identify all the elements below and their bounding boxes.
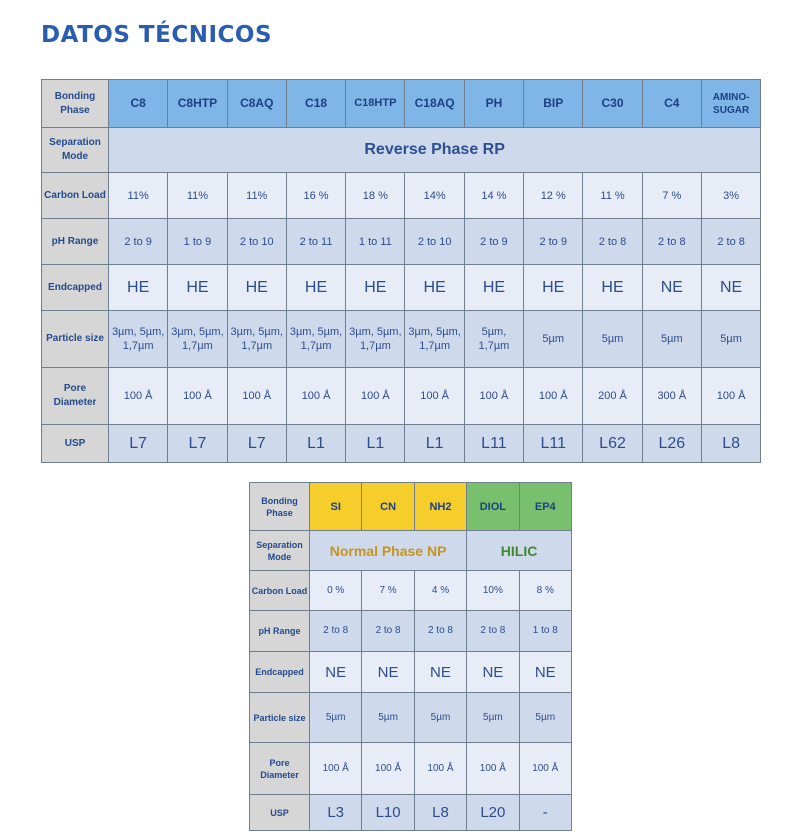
table-cell: L8 — [701, 425, 760, 463]
hilic-label: HILIC — [467, 531, 572, 571]
table-cell: 3µm, 5µm, 1,7µm — [168, 311, 227, 368]
table-cell: 100 Å — [168, 368, 227, 425]
table-cell: 3µm, 5µm, 1,7µm — [286, 311, 345, 368]
table-cell: 11% — [227, 173, 286, 219]
phase-header: C18 — [286, 80, 345, 128]
table-cell: L10 — [362, 795, 414, 831]
table-cell: L62 — [583, 425, 642, 463]
row-header: USP — [42, 425, 109, 463]
row-header: Pore Diameter — [250, 743, 310, 795]
table-cell: 100 Å — [519, 743, 571, 795]
table-cell: 300 Å — [642, 368, 701, 425]
pore-diameter-row — [250, 743, 572, 795]
phase-header: NH2 — [414, 483, 466, 531]
table-cell: HE — [464, 265, 523, 311]
phase-header: C8AQ — [227, 80, 286, 128]
table-cell: HE — [405, 265, 464, 311]
ph-range-row — [250, 611, 572, 652]
table-cell: NE — [642, 265, 701, 311]
table-cell: 2 to 8 — [310, 611, 362, 652]
table-cell: - — [519, 795, 571, 831]
row-header: Bonding Phase — [250, 483, 310, 531]
table-cell: 100 Å — [405, 368, 464, 425]
table-cell: 16 % — [286, 173, 345, 219]
table-cell: HE — [346, 265, 405, 311]
table-cell: 200 Å — [583, 368, 642, 425]
table-cell: 2 to 8 — [583, 219, 642, 265]
table-cell: NE — [701, 265, 760, 311]
row-header: pH Range — [42, 219, 109, 265]
table-cell: 100 Å — [109, 368, 168, 425]
table-cell: 2 to 8 — [642, 219, 701, 265]
row-header: Separation Mode — [250, 531, 310, 571]
table-cell: L7 — [227, 425, 286, 463]
row-header: Separation Mode — [42, 128, 109, 173]
page-title: DATOS TÉCNICOS — [41, 22, 273, 48]
table-cell: 1 to 8 — [519, 611, 571, 652]
table-cell: 2 to 8 — [701, 219, 760, 265]
table-cell: NE — [310, 652, 362, 693]
phase-header: C30 — [583, 80, 642, 128]
table-cell: 12 % — [524, 173, 583, 219]
table-cell: 5µm — [310, 693, 362, 743]
table-cell: 4 % — [414, 571, 466, 611]
table-cell: 100 Å — [227, 368, 286, 425]
table-cell: 8 % — [519, 571, 571, 611]
table-cell: NE — [519, 652, 571, 693]
row-header: Carbon Load — [250, 571, 310, 611]
endcapped-row — [250, 652, 572, 693]
table-cell: 100 Å — [346, 368, 405, 425]
table-cell: 14% — [405, 173, 464, 219]
table-cell: 5µm — [701, 311, 760, 368]
table-cell: 11 % — [583, 173, 642, 219]
table-cell: 18 % — [346, 173, 405, 219]
phase-header: SI — [310, 483, 362, 531]
table-cell: L26 — [642, 425, 701, 463]
table-cell: NE — [414, 652, 466, 693]
row-header: Particle size — [250, 693, 310, 743]
table-cell: HE — [227, 265, 286, 311]
table-cell: 10% — [467, 571, 519, 611]
table-cell: 7 % — [362, 571, 414, 611]
table-cell: L20 — [467, 795, 519, 831]
endcapped-row — [42, 265, 761, 311]
table-cell: L11 — [464, 425, 523, 463]
phase-header: PH — [464, 80, 523, 128]
table-cell: 100 Å — [414, 743, 466, 795]
row-header: Bonding Phase — [42, 80, 109, 128]
row-header: Pore Diameter — [42, 368, 109, 425]
table-cell: NE — [362, 652, 414, 693]
table-cell: L3 — [310, 795, 362, 831]
phase-header: CN — [362, 483, 414, 531]
table-cell: 5µm — [583, 311, 642, 368]
usp-row — [250, 795, 572, 831]
table-cell: 11% — [168, 173, 227, 219]
usp-row — [42, 425, 761, 463]
phase-header: EP4 — [519, 483, 571, 531]
table-cell: 2 to 9 — [524, 219, 583, 265]
table-cell: HE — [524, 265, 583, 311]
phase-header: AMINO-SUGAR — [701, 80, 760, 128]
table-cell: 1 to 11 — [346, 219, 405, 265]
table-cell: 1 to 9 — [168, 219, 227, 265]
normal-phase-hilic-table — [249, 482, 572, 831]
table-cell: L1 — [346, 425, 405, 463]
table-cell: 3µm, 5µm, 1,7µm — [346, 311, 405, 368]
table-cell: 2 to 9 — [464, 219, 523, 265]
table-cell: L11 — [524, 425, 583, 463]
reverse-phase-table — [41, 79, 761, 463]
phase-header: C4 — [642, 80, 701, 128]
table-cell: 100 Å — [464, 368, 523, 425]
table-cell: 7 % — [642, 173, 701, 219]
table-cell: 100 Å — [524, 368, 583, 425]
row-header: pH Range — [250, 611, 310, 652]
row-header: Particle size — [42, 311, 109, 368]
particle-size-row — [250, 693, 572, 743]
table-cell: 2 to 10 — [405, 219, 464, 265]
table-cell: 3µm, 5µm, 1,7µm — [405, 311, 464, 368]
row-header: Carbon Load — [42, 173, 109, 219]
table-cell: 5µm — [642, 311, 701, 368]
separation-mode-row — [42, 128, 761, 173]
ph-range-row — [42, 219, 761, 265]
table-cell: 5µm — [524, 311, 583, 368]
pore-diameter-row — [42, 368, 761, 425]
table-cell: NE — [467, 652, 519, 693]
table-cell: 2 to 8 — [467, 611, 519, 652]
bonding-phase-row — [250, 483, 572, 531]
table-cell: 5µm — [362, 693, 414, 743]
row-header: USP — [250, 795, 310, 831]
phase-header: BIP — [524, 80, 583, 128]
table-cell: 14 % — [464, 173, 523, 219]
table-cell: 11% — [109, 173, 168, 219]
row-header: Endcapped — [42, 265, 109, 311]
bonding-phase-row — [42, 80, 761, 128]
table-cell: 2 to 10 — [227, 219, 286, 265]
row-header: Endcapped — [250, 652, 310, 693]
normal-phase-label: Normal Phase NP — [310, 531, 467, 571]
table-cell: 2 to 9 — [109, 219, 168, 265]
table-cell: HE — [109, 265, 168, 311]
table-cell: L8 — [414, 795, 466, 831]
table-cell: 100 Å — [467, 743, 519, 795]
table-cell: L7 — [168, 425, 227, 463]
separation-mode-value: Reverse Phase RP — [109, 128, 761, 173]
table-cell: 3µm, 5µm, 1,7µm — [227, 311, 286, 368]
phase-header: DIOL — [467, 483, 519, 531]
table-cell: 100 Å — [286, 368, 345, 425]
phase-header: C8HTP — [168, 80, 227, 128]
table-cell: HE — [168, 265, 227, 311]
table-cell: HE — [286, 265, 345, 311]
table-cell: 0 % — [310, 571, 362, 611]
table-cell: 2 to 8 — [414, 611, 466, 652]
table-cell: 2 to 11 — [286, 219, 345, 265]
phase-header: C18HTP — [346, 80, 405, 128]
table-cell: 3µm, 5µm, 1,7µm — [109, 311, 168, 368]
table-cell: 5µm — [414, 693, 466, 743]
phase-header: C18AQ — [405, 80, 464, 128]
carbon-load-row — [42, 173, 761, 219]
table-cell: 100 Å — [362, 743, 414, 795]
separation-mode-row — [250, 531, 572, 571]
table-cell: 2 to 8 — [362, 611, 414, 652]
table-cell: L1 — [405, 425, 464, 463]
table-cell: 5µm, 1,7µm — [464, 311, 523, 368]
table-cell: L7 — [109, 425, 168, 463]
table-cell: 5µm — [519, 693, 571, 743]
table-cell: 100 Å — [310, 743, 362, 795]
table-cell: L1 — [286, 425, 345, 463]
particle-size-row — [42, 311, 761, 368]
table-cell: 3% — [701, 173, 760, 219]
carbon-load-row — [250, 571, 572, 611]
phase-header: C8 — [109, 80, 168, 128]
table-cell: HE — [583, 265, 642, 311]
table-cell: 5µm — [467, 693, 519, 743]
table-cell: 100 Å — [701, 368, 760, 425]
